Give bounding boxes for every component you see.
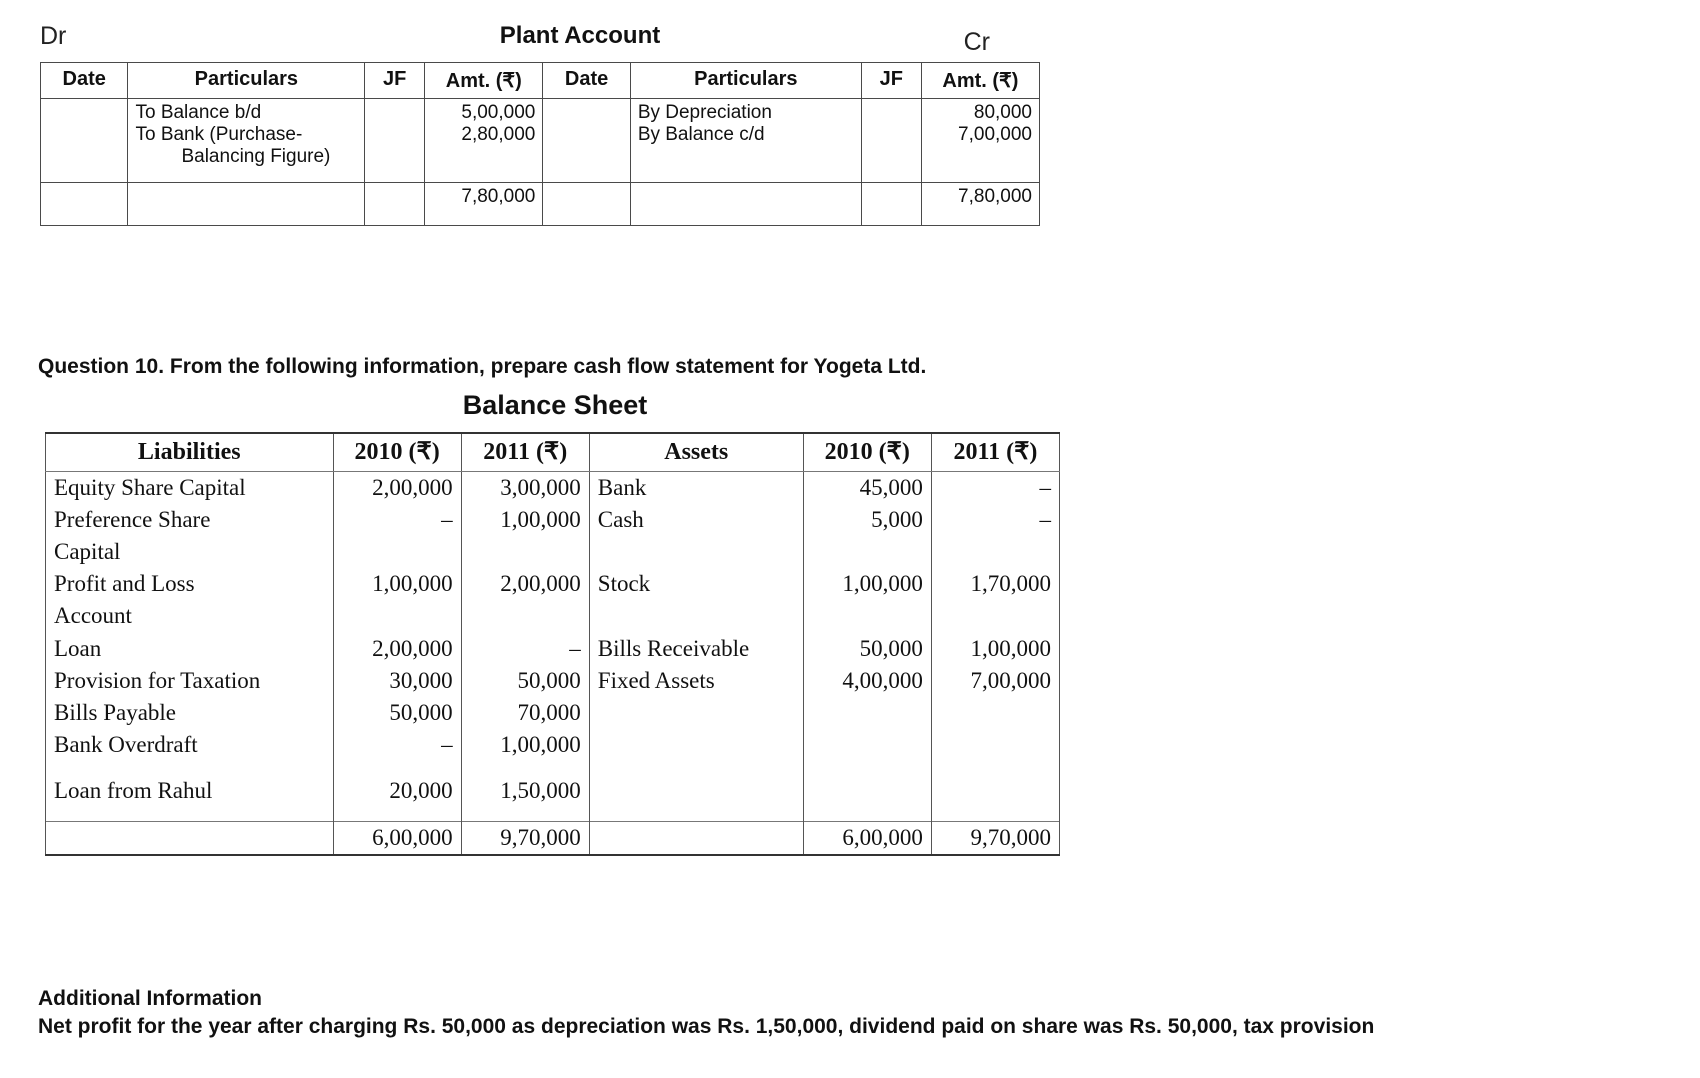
asset-label: Cash	[589, 504, 803, 536]
col-header-assets: Assets	[589, 433, 803, 472]
cell-amount-left	[425, 99, 543, 183]
plant-account-title: Plant Account	[499, 22, 661, 49]
liability-label: Preference Share	[46, 504, 334, 536]
balance-sheet-section	[45, 432, 1065, 856]
amount-depreciation: 80,000	[973, 102, 1032, 123]
asset-2011-blank	[931, 600, 1059, 632]
liability-2010: 1,00,000	[333, 568, 461, 600]
total-jf-left	[365, 183, 425, 226]
balance-sheet-table	[45, 432, 1060, 856]
debit-side-label: Dr	[40, 22, 67, 50]
cell-amount-right	[921, 99, 1039, 183]
bottom-border-cell	[931, 855, 1059, 856]
spacer-cell	[931, 807, 1059, 822]
asset-label-blank	[589, 729, 803, 761]
spacer-cell	[931, 761, 1059, 775]
liability-2010-blank	[333, 600, 461, 632]
liability-2010-blank	[333, 536, 461, 568]
table-row	[46, 697, 1060, 729]
asset-label-blank	[589, 775, 803, 807]
col-header-liabilities-2011: 2011 (₹)	[461, 433, 589, 472]
total-date-left	[41, 183, 128, 226]
bottom-border-cell	[589, 855, 803, 856]
liability-2010: 50,000	[333, 697, 461, 729]
asset-label-blank	[589, 600, 803, 632]
total-liabilities-2011: 9,70,000	[461, 821, 589, 855]
asset-label: Fixed Assets	[589, 665, 803, 697]
spacer-cell	[461, 807, 589, 822]
liability-2011-blank	[461, 600, 589, 632]
liability-2010: –	[333, 504, 461, 536]
liability-label: Provision for Taxation	[46, 665, 334, 697]
liability-label: Bills Payable	[46, 697, 334, 729]
total-label-blank	[46, 821, 334, 855]
entry-balance-bd: To Balance b/d	[135, 102, 262, 123]
spacer-cell	[803, 761, 931, 775]
liability-label: Loan from Rahul	[46, 775, 334, 807]
spacer-cell	[589, 807, 803, 822]
additional-information-section	[38, 985, 1678, 1042]
cell-particulars-right	[630, 99, 861, 183]
total-assets-label-blank	[589, 821, 803, 855]
table-spacer-row	[46, 807, 1060, 822]
total-liabilities-2010: 6,00,000	[333, 821, 461, 855]
liability-2011: 3,00,000	[461, 472, 589, 505]
asset-2010: 50,000	[803, 633, 931, 665]
entry-depreciation: By Depreciation	[637, 102, 772, 123]
table-row	[46, 504, 1060, 536]
plant-account-header-row	[40, 10, 1070, 54]
col-header-liabilities: Liabilities	[46, 433, 334, 472]
col-header-assets-2011: 2011 (₹)	[931, 433, 1059, 472]
liability-2011: 1,00,000	[461, 504, 589, 536]
col-header-amount-left: Amt. (₹)	[425, 63, 543, 99]
total-jf-right	[861, 183, 921, 226]
table-row	[46, 472, 1060, 505]
col-header-jf-left: JF	[365, 63, 425, 99]
liability-2010: 30,000	[333, 665, 461, 697]
balance-sheet-header-row	[46, 433, 1060, 472]
cell-date-left	[41, 99, 128, 183]
asset-2010: 5,000	[803, 504, 931, 536]
col-header-liabilities-2010: 2010 (₹)	[333, 433, 461, 472]
asset-label-blank	[589, 697, 803, 729]
asset-2010-blank	[803, 536, 931, 568]
table-row	[41, 99, 1040, 183]
cell-particulars-left	[128, 99, 365, 183]
asset-label: Bank	[589, 472, 803, 505]
asset-label: Stock	[589, 568, 803, 600]
asset-2010: 45,000	[803, 472, 931, 505]
col-header-particulars-right: Particulars	[630, 63, 861, 99]
spacer-cell	[803, 807, 931, 822]
bottom-border-cell	[803, 855, 931, 856]
table-row	[46, 729, 1060, 761]
asset-2010: 1,00,000	[803, 568, 931, 600]
liability-2011: –	[461, 633, 589, 665]
asset-label-blank	[589, 536, 803, 568]
additional-information-line-1: Net profit for the year after charging Rs. 50,000 as depreciation was Rs. 1,50,000, dividend paid on share was Rs. 50,000, tax provision	[38, 1015, 1375, 1039]
liability-label-cont: Account	[46, 600, 334, 632]
col-header-date-right: Date	[543, 63, 630, 99]
asset-2011: 7,00,000	[931, 665, 1059, 697]
amount-balance-bd: 5,00,000	[461, 102, 536, 123]
liability-2011: 1,00,000	[461, 729, 589, 761]
asset-2010-blank	[803, 600, 931, 632]
asset-2010-blank	[803, 775, 931, 807]
asset-2011-blank	[931, 697, 1059, 729]
table-row	[46, 665, 1060, 697]
amount-balance-cd: 7,00,000	[958, 124, 1032, 145]
liability-label: Equity Share Capital	[46, 472, 334, 505]
cell-jf-right	[861, 99, 921, 183]
table-bottom-border	[46, 855, 1060, 856]
asset-2011-blank	[931, 775, 1059, 807]
liability-label: Profit and Loss	[46, 568, 334, 600]
asset-2011-blank	[931, 536, 1059, 568]
liability-2010: –	[333, 729, 461, 761]
liability-2011-blank	[461, 536, 589, 568]
cell-jf-left	[365, 99, 425, 183]
asset-2011: 1,70,000	[931, 568, 1059, 600]
liability-2010: 2,00,000	[333, 472, 461, 505]
liability-label: Bank Overdraft	[46, 729, 334, 761]
entry-balance-cd: By Balance c/d	[637, 124, 765, 145]
total-particulars-right	[630, 183, 861, 226]
balance-sheet-title: Balance Sheet	[462, 390, 648, 420]
asset-2010-blank	[803, 729, 931, 761]
question-text: Question 10. From the following information, prepare cash flow statement for Yogeta Ltd.	[38, 355, 927, 378]
liability-2010: 20,000	[333, 775, 461, 807]
spacer-cell	[46, 761, 334, 775]
spacer-cell	[46, 807, 334, 822]
spacer-cell	[461, 761, 589, 775]
spacer-cell	[333, 761, 461, 775]
plant-account-section	[40, 10, 1070, 226]
col-header-date-left: Date	[41, 63, 128, 99]
bottom-border-cell	[46, 855, 334, 856]
bottom-border-cell	[461, 855, 589, 856]
liability-2011: 70,000	[461, 697, 589, 729]
table-row	[46, 568, 1060, 600]
table-row	[46, 775, 1060, 807]
table-row	[46, 600, 1060, 632]
col-header-assets-2010: 2010 (₹)	[803, 433, 931, 472]
total-amount-right: 7,80,000	[921, 183, 1039, 226]
total-particulars-left	[128, 183, 365, 226]
credit-side-label: Cr	[963, 28, 990, 56]
asset-2011: –	[931, 472, 1059, 505]
liability-2010: 2,00,000	[333, 633, 461, 665]
col-header-particulars-left: Particulars	[128, 63, 365, 99]
asset-2010: 4,00,000	[803, 665, 931, 697]
bottom-border-cell	[333, 855, 461, 856]
liability-2011: 1,50,000	[461, 775, 589, 807]
total-amount-left: 7,80,000	[425, 183, 543, 226]
entry-bank-purchase: To Bank (Purchase-	[135, 124, 303, 145]
liability-label-cont: Capital	[46, 536, 334, 568]
col-header-jf-right: JF	[861, 63, 921, 99]
table-header-row	[41, 63, 1040, 99]
asset-2010-blank	[803, 697, 931, 729]
liability-2011: 50,000	[461, 665, 589, 697]
balance-sheet-total-row	[46, 821, 1060, 855]
table-spacer-row	[46, 761, 1060, 775]
liability-2011: 2,00,000	[461, 568, 589, 600]
asset-2011-blank	[931, 729, 1059, 761]
cell-date-right	[543, 99, 630, 183]
table-total-row	[41, 183, 1040, 226]
total-assets-2010: 6,00,000	[803, 821, 931, 855]
spacer-cell	[333, 807, 461, 822]
total-assets-2011: 9,70,000	[931, 821, 1059, 855]
liability-label: Loan	[46, 633, 334, 665]
total-date-right	[543, 183, 630, 226]
asset-2011: –	[931, 504, 1059, 536]
plant-account-table	[40, 62, 1040, 226]
additional-information-heading: Additional Information	[38, 987, 262, 1010]
table-row	[46, 536, 1060, 568]
asset-2011: 1,00,000	[931, 633, 1059, 665]
spacer-cell	[589, 761, 803, 775]
entry-bank-purchase-cont: Balancing Figure)	[181, 146, 331, 167]
col-header-amount-right: Amt. (₹)	[921, 63, 1039, 99]
table-row	[46, 633, 1060, 665]
asset-label: Bills Receivable	[589, 633, 803, 665]
amount-bank-purchase: 2,80,000	[461, 124, 536, 145]
